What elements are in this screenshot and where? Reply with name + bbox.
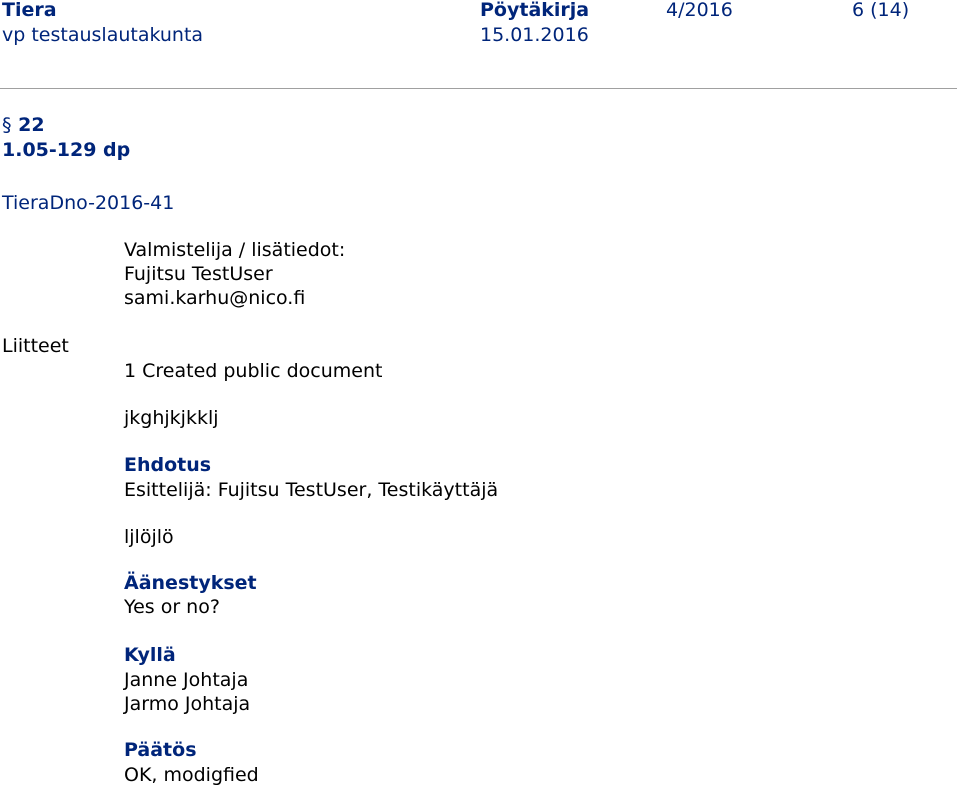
doc-number: 4/2016 <box>666 0 733 21</box>
decision-text: OK, modigfied <box>124 764 259 786</box>
body-name: vp testauslautakunta <box>2 24 204 46</box>
proposal-presenter: Esittelijä: Fujitsu TestUser, Testikäyttäjä <box>124 479 499 501</box>
header-divider <box>0 88 957 89</box>
votes-question: Yes or no? <box>124 596 220 618</box>
section-symbol: § <box>2 114 12 136</box>
attachments-label: Liitteet <box>2 335 69 357</box>
section-number <box>2 116 45 135</box>
decision-heading: Päätös <box>124 739 197 761</box>
attachment-item: 1 Created public document <box>124 360 383 382</box>
doc-type: Pöytäkirja <box>480 0 590 21</box>
yes-voter: Janne Johtaja <box>124 669 249 691</box>
votes-heading: Äänestykset <box>124 572 257 594</box>
preparer-name: Fujitsu TestUser <box>124 263 273 285</box>
section-number-value: 22 <box>18 114 45 136</box>
org-name: Tiera <box>2 0 57 21</box>
diary-number: TieraDno-2016-41 <box>2 192 175 214</box>
yes-voter: Jarmo Johtaja <box>124 693 251 715</box>
item-title: 1.05-129 dp <box>2 139 131 161</box>
body-text: jkghjkjkklj <box>124 407 219 429</box>
proposal-heading: Ehdotus <box>124 454 212 476</box>
page-number: 6 (14) <box>852 0 910 21</box>
preparer-email: sami.karhu@nico.fi <box>124 287 306 309</box>
proposal-text: ljlöjlö <box>124 526 174 548</box>
yes-heading: Kyllä <box>124 644 176 666</box>
meeting-date: 15.01.2016 <box>480 24 589 46</box>
preparer-label: Valmistelija / lisätiedot: <box>124 239 346 261</box>
